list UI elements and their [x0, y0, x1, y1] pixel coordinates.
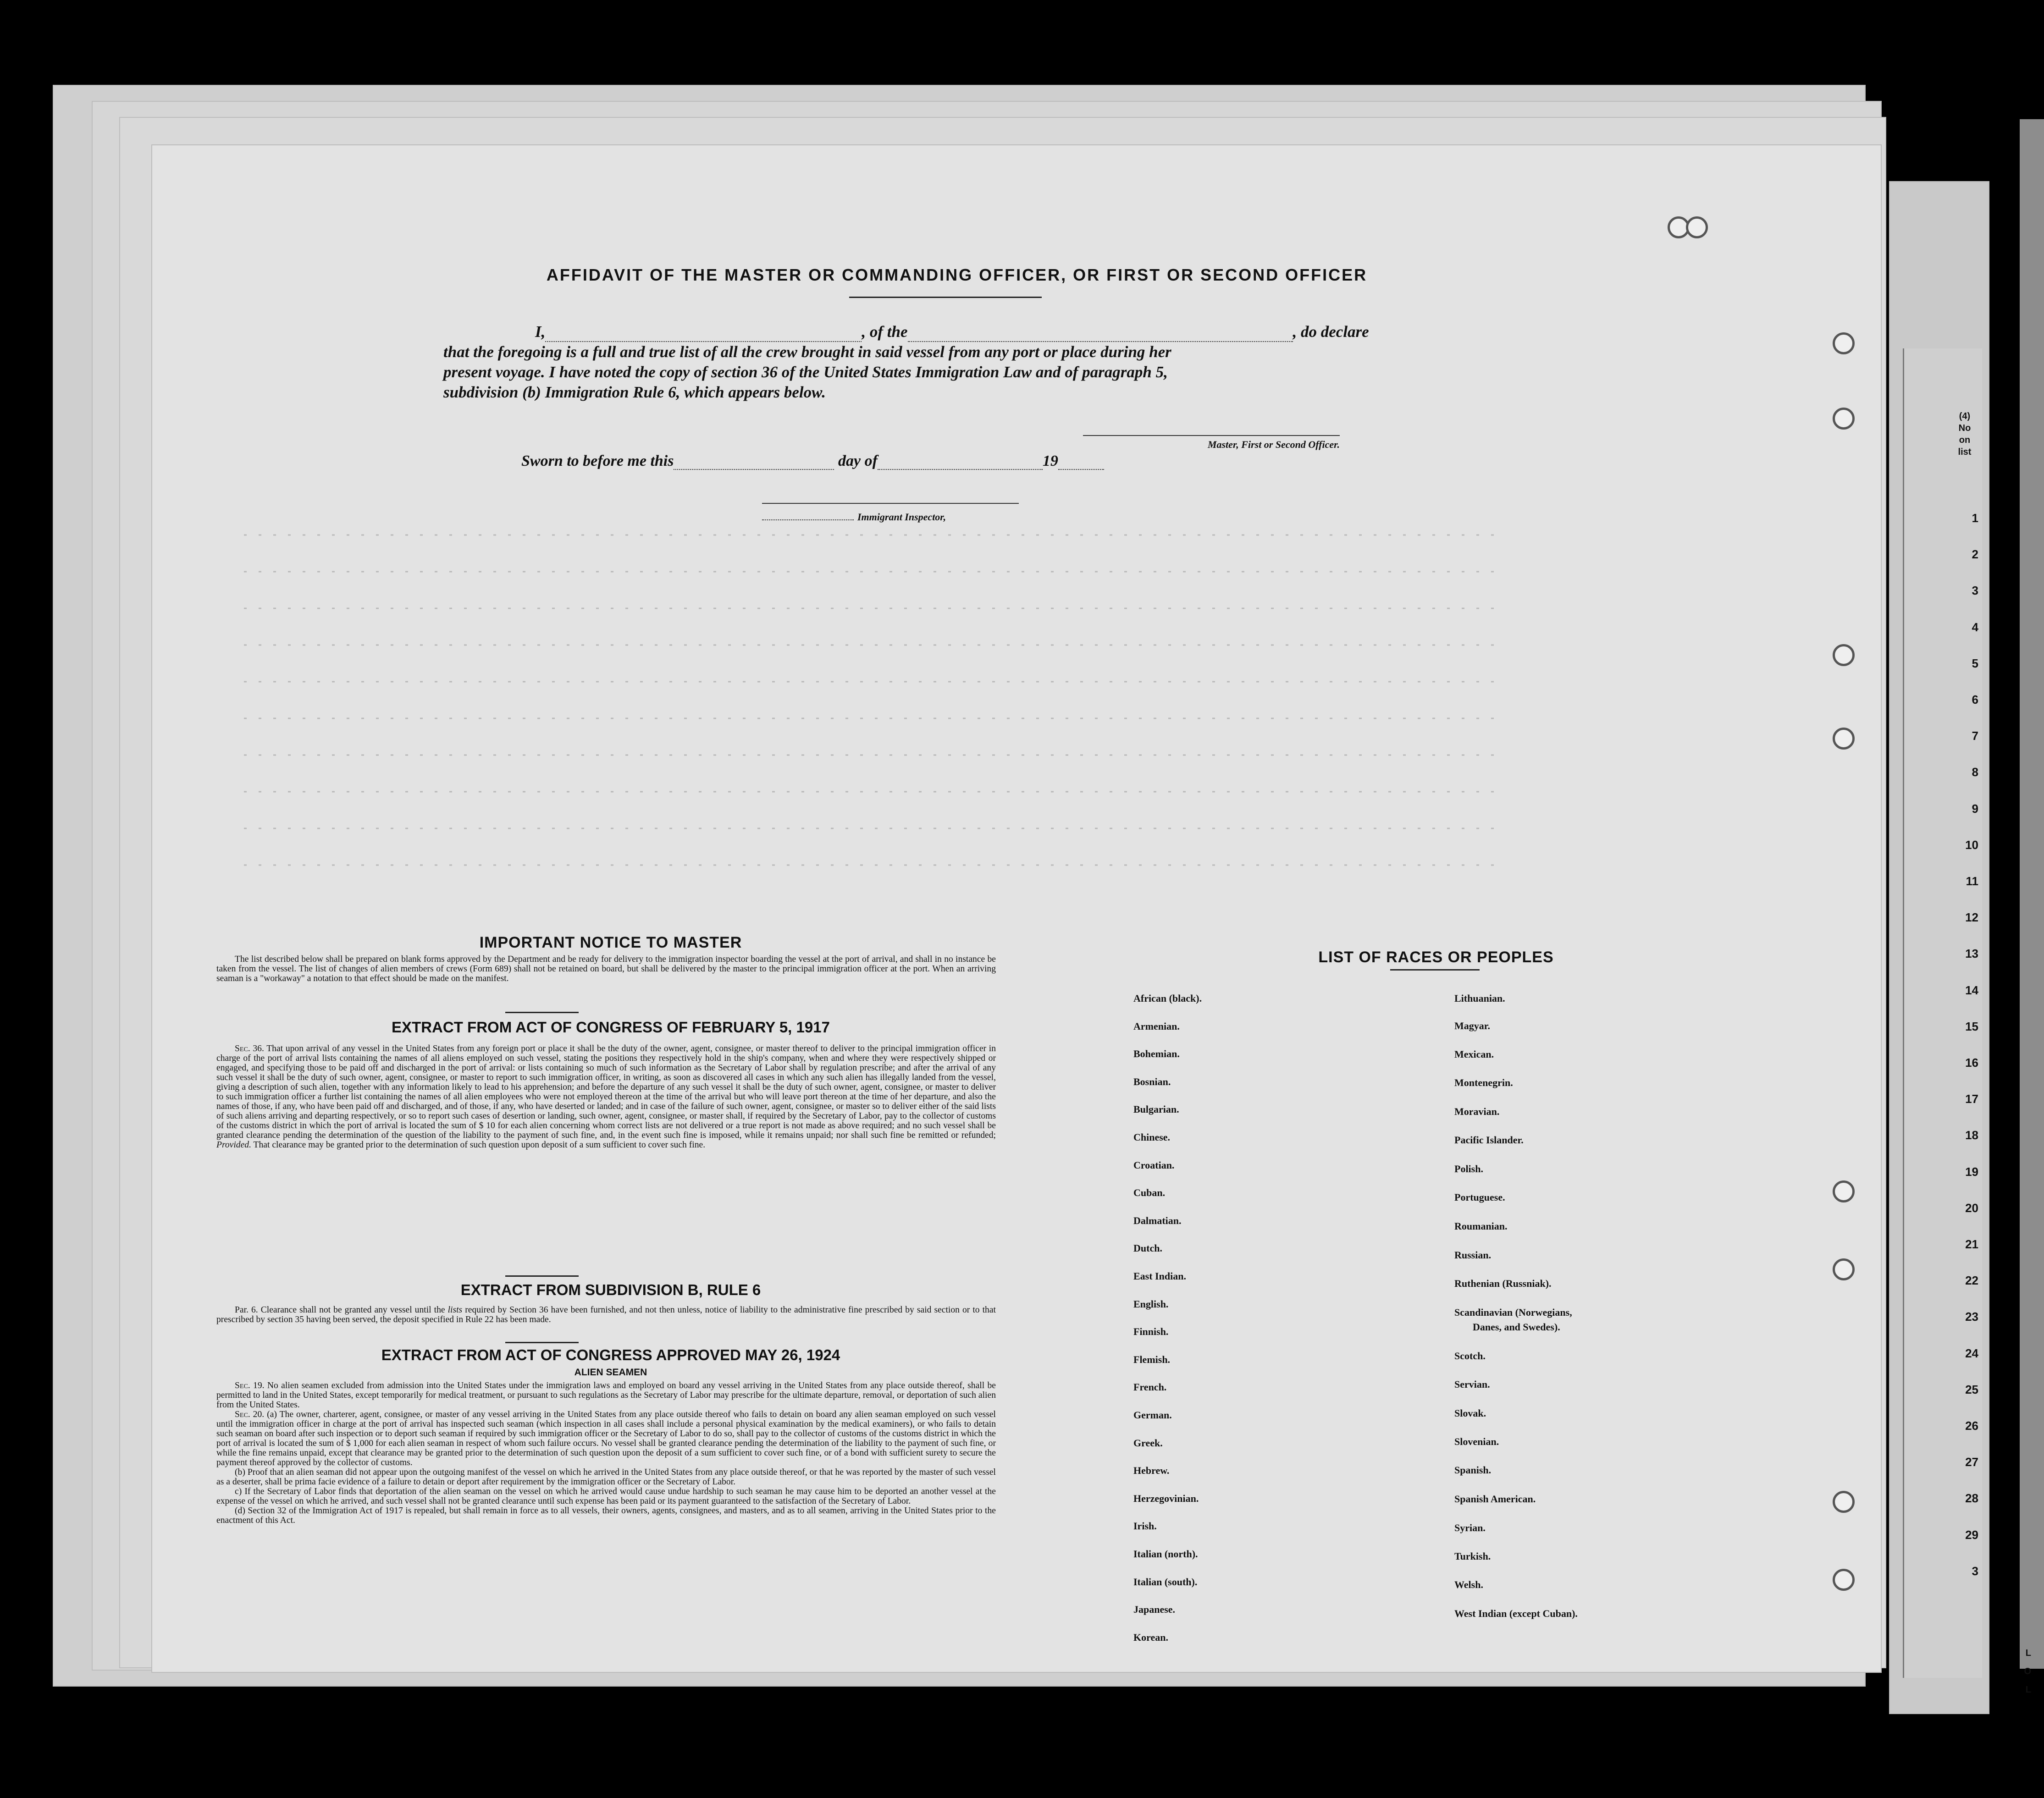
race-item: Magyar. — [1454, 1020, 1491, 1031]
race-item: Japanese. — [1133, 1604, 1176, 1616]
title-underline — [849, 297, 1042, 298]
section-rule — [505, 1275, 579, 1277]
notice-paragraph: The list described below shall be prepared on blank forms approved by the Department and be ready for delivery to the immigration inspector boarding the vessel at the port of arrival, and shall in no instance be taken from the vessel. The list of changes of alien members of crews (Form 689) shall not be retained on board, but shall be delivered by the master to the principal immigration officer at the port. When an arriving seaman is a "workaway" a notation to that effect should be made on the manifest. — [216, 954, 996, 983]
section-20-paragraph — [216, 1410, 996, 1467]
race-item: Cuban. — [1133, 1187, 1166, 1199]
race-item: Scandinavian (Norwegians, — [1454, 1307, 1572, 1318]
year-blank — [1058, 469, 1104, 470]
affidavit-word: I, — [535, 323, 546, 341]
signature-label: Master, First or Second Officer. — [1207, 439, 1340, 450]
sworn-word: Sworn to before me this — [521, 452, 674, 469]
manifest-page — [151, 144, 1882, 1673]
row-number: 6 — [1972, 693, 1978, 706]
row-number: 16 — [1965, 1056, 1978, 1070]
row-number: 29 — [1965, 1528, 1978, 1542]
day-blank — [674, 469, 834, 470]
race-item: Syrian. — [1454, 1522, 1486, 1533]
race-item: Bulgarian. — [1133, 1103, 1179, 1115]
row-number: 5 — [1972, 656, 1978, 670]
sworn-word: day of — [838, 452, 878, 469]
race-item: Danes, and Swedes). — [1473, 1321, 1560, 1333]
section-19-paragraph — [216, 1381, 996, 1410]
section-label: Sec. 36. — [235, 1044, 264, 1053]
row-number: 22 — [1965, 1274, 1978, 1288]
row-number: 13 — [1965, 947, 1978, 961]
par-text: Clearance shall not be granted any vessel until the — [260, 1305, 445, 1315]
binder-hole — [1833, 1491, 1855, 1513]
race-item: Mexican. — [1454, 1048, 1494, 1060]
row-number: 10 — [1965, 838, 1978, 852]
race-item: Welsh. — [1454, 1579, 1483, 1590]
row-number: 9 — [1972, 801, 1978, 816]
extract-1924-title: EXTRACT FROM ACT OF CONGRESS APPROVED MAY 26, 1924 — [381, 1346, 840, 1363]
row-number: 4 — [1972, 620, 1978, 634]
affidavit-title: AFFIDAVIT OF THE MASTER OR COMMANDING OFFICER, OR FIRST OR SECOND OFFICER — [546, 265, 1368, 284]
faint-form-grid — [152, 521, 1528, 934]
race-item: Polish. — [1454, 1163, 1483, 1175]
row-number: 12 — [1965, 910, 1978, 925]
section-20d-paragraph: (d) Section 32 of the Immigration Act of 1917 is repealed, but shall remain in force as to all vessels, their owners, agents, consignees, and masters, and as to all seamen, arriving in the United States prior to the enactment of this Act. — [216, 1506, 996, 1525]
row-number: 2 — [1972, 547, 1978, 562]
race-item: Armenian. — [1133, 1020, 1180, 1032]
extract-1924-text — [216, 1381, 996, 1525]
race-item: Portuguese. — [1454, 1191, 1505, 1203]
race-item: Finnish. — [1133, 1326, 1169, 1338]
race-item: Hebrew. — [1133, 1465, 1170, 1477]
affidavit-word: , do declare — [1293, 323, 1369, 341]
race-item: Turkish. — [1454, 1550, 1491, 1562]
row-number: 19 — [1965, 1164, 1978, 1179]
row-number: 27 — [1965, 1455, 1978, 1469]
race-item: Italian (north). — [1133, 1548, 1198, 1560]
races-title: LIST OF RACES OR PEOPLES — [1318, 949, 1554, 966]
binder-hole — [1833, 1569, 1855, 1591]
race-item: Russian. — [1454, 1249, 1492, 1261]
row-number: 18 — [1965, 1128, 1978, 1142]
signature-line — [1083, 435, 1340, 436]
row-number: 17 — [1965, 1092, 1978, 1106]
race-item: Ruthenian (Russniak). — [1454, 1278, 1552, 1289]
subdivision-title: EXTRACT FROM SUBDIVISION B, RULE 6 — [460, 1281, 761, 1298]
affidavit-line — [443, 322, 1498, 342]
row-number: 11 — [1966, 874, 1978, 888]
provided-word: Provided. — [216, 1140, 251, 1150]
section-text: That clearance may be granted prior to the determination of such question upon deposit of a sum sufficient to cover such fine. — [253, 1140, 706, 1150]
row-number: 8 — [1972, 765, 1978, 779]
row-number: 14 — [1965, 983, 1978, 997]
affidavit-text — [443, 322, 1498, 403]
section-36-paragraph — [216, 1044, 996, 1150]
header-text: (4) — [1959, 411, 1971, 421]
row-number: 25 — [1965, 1382, 1978, 1396]
race-item: German. — [1133, 1409, 1172, 1421]
par-text: required by Section 36 have been furnished, and not then unless, notice of liability to the administrative fine prescribed by said section or to that prescribed by section 35 having been served, the deposit specified in Rule 22 has been made. — [216, 1305, 996, 1324]
race-item: African (black). — [1133, 993, 1202, 1004]
race-item: English. — [1133, 1298, 1169, 1310]
race-item: Italian (south). — [1133, 1576, 1198, 1588]
sworn-statement — [521, 452, 1209, 470]
affidavit-line: subdivision (b) Immigration Rule 6, which appears below. — [443, 383, 826, 401]
race-item: Croatian. — [1133, 1159, 1175, 1171]
column-header-no-on-list — [1949, 410, 1981, 458]
footer-letter: O — [2024, 1666, 2031, 1677]
affidavit-word: , of the — [862, 323, 908, 341]
race-item: Slovak. — [1454, 1407, 1486, 1419]
row-number: 23 — [1965, 1310, 1978, 1324]
race-item: Scotch. — [1454, 1350, 1486, 1362]
row-number: 26 — [1965, 1419, 1978, 1433]
binder-hole — [1833, 1180, 1855, 1202]
section-text: That upon arrival of any vessel in the United States from any foreign port or place it shall be the duty of the owner, agent, consignee, or master thereof to deliver to the principal immigration officer in charge of the port of arrival lists containing the names of all aliens employed on such vessel, stating the positions they respectively hold in the ship's company, when and where they were respectively shipped or engaged, and specifying those to be paid off and discharged in the port of arrival: or lists containing so much of such information as the Secretary of Labor shall by regulation prescribe; and after the arrival of any such vessel it shall be the duty of such owner, agent, consignee, or master to report to such immigration officer, in writing, as soon as discovered all cases in which any such alien has illegally landed from the vessel, giving a description of such alien, together with any information likely to lead to his apprehension; and before the departure of any such vessel it shall be the duty of such owner, agent, consignee, or master to deliver to such immigration officer a further list containing the names of all alien employees who were not employed thereon at the time of the arrival but who will leave port thereon at the time of her departure, and also the names of those, if any, who have been paid off and discharged, and of those, if any, who have deserted or landed; and in case of the failure of such owner, agent, consignee, or master so to deliver either of the said lists of such aliens arriving and departing respectively, or so to report such cases of desertion or landing, such owner, agent, consignee, or master shall, if required by the Secretary of Labor, pay to the collector of customs of the customs district in which the port of arrival is located the sum of $ 10 for each alien concerning whom correct lists are not delivered or a true report is not made as above required; and no such vessel shall be granted clearance pending the determination of the question of the liability to the payment of such fine, and, in the event such fine is imposed, while it remains unpaid; nor shall such fine be remitted or refunded; — [216, 1044, 996, 1140]
row-number: 28 — [1965, 1491, 1978, 1506]
month-blank — [878, 469, 1043, 470]
race-item: Moravian. — [1454, 1106, 1500, 1117]
binder-hole — [1833, 332, 1855, 354]
race-item: Bohemian. — [1133, 1048, 1180, 1060]
row-number: 1 — [1972, 511, 1978, 525]
race-item: Dalmatian. — [1133, 1214, 1182, 1226]
affidavit-line: present voyage. I have noted the copy of section 36 of the United States Immigration Law and of paragraph 5, — [443, 363, 1168, 381]
dotted-blank — [762, 519, 854, 520]
race-item: Servian. — [1454, 1379, 1490, 1390]
section-20b-paragraph: (b) Proof that an alien seaman did not appear upon the outgoing manifest of the vessel on which he arrived in the United States from any place outside thereof, or that he was reported by the master of such vessel as a deserter, shall be prima facie evidence of a failure to detain or deport after requirement by the immigration officer or the Secretary of Labor. — [216, 1467, 996, 1487]
section-rule — [505, 1012, 579, 1013]
row-number: 20 — [1965, 1201, 1978, 1215]
race-item: Irish. — [1133, 1520, 1157, 1532]
inspector-label-text: Immigrant Inspector, — [857, 511, 946, 523]
row-number: 3 — [1972, 1564, 1978, 1578]
race-item: Herzegovinian. — [1133, 1492, 1199, 1504]
binder-hole — [1833, 728, 1855, 750]
race-item: Spanish American. — [1454, 1493, 1536, 1505]
section-label: Sec. 19. — [235, 1381, 265, 1390]
race-item: Greek. — [1133, 1437, 1163, 1449]
race-item: Montenegrin. — [1454, 1077, 1513, 1088]
sworn-word: 19 — [1042, 452, 1058, 469]
race-item: Spanish. — [1454, 1464, 1492, 1476]
binder-hole — [1833, 1258, 1855, 1280]
race-item: Dutch. — [1133, 1242, 1162, 1254]
section-label: Sec. 20. — [235, 1410, 265, 1419]
section-text: No alien seamen excluded from admission into the United States under the immigration laws and employed on board any vessel arriving in the United States from any place outside thereof, shall be permitted to land in the United States, except temporarily for medical treatment, or pursuant to such regulations as the Secretary of Labor may prescribe for the ultimate departure, removal, or deportation of such alien from the United States. — [216, 1381, 996, 1410]
row-number: 24 — [1965, 1346, 1978, 1360]
race-item: East Indian. — [1133, 1270, 1186, 1282]
race-item: Korean. — [1133, 1631, 1168, 1643]
race-item: West Indian (except Cuban). — [1454, 1608, 1578, 1619]
race-item: French. — [1133, 1381, 1167, 1393]
race-item: Bosnian. — [1133, 1075, 1171, 1087]
race-item: Chinese. — [1133, 1131, 1171, 1143]
row-number: 3 — [1972, 584, 1978, 598]
header-text: on — [1959, 435, 1971, 445]
inspector-signature-line — [762, 503, 1019, 504]
header-text: list — [1958, 447, 1972, 457]
far-edge-sheet — [2020, 119, 2044, 1669]
par-label: Par. 6. — [235, 1305, 258, 1315]
race-item: Lithuanian. — [1454, 993, 1505, 1004]
subdivision-text — [216, 1305, 996, 1324]
races-title-underline — [1390, 969, 1480, 971]
row-number: 7 — [1972, 729, 1978, 743]
race-item: Flemish. — [1133, 1353, 1171, 1365]
section-rule — [505, 1342, 579, 1343]
section-20c-paragraph: c) If the Secretary of Labor finds that deportation of the alien seaman on the vessel on which he arrived would cause undue hardship to such seaman he may cause him to be deported an another vessel at the expense of the vessel on which he arrived, and such vessel shall not be granted clearance until such expense has been paid or its payment guaranteed to the satisfaction of the Secretary of Labor. — [216, 1487, 996, 1506]
lists-word: lists — [447, 1305, 463, 1315]
binder-hole — [1833, 644, 1855, 666]
notice-title: IMPORTANT NOTICE TO MASTER — [479, 934, 742, 951]
alien-seamen-subtitle: ALIEN SEAMEN — [574, 1367, 647, 1378]
race-item: Pacific Islander. — [1454, 1134, 1524, 1146]
footer-letter: L — [2025, 1685, 2031, 1695]
notice-text — [216, 954, 996, 983]
section-text: (a) The owner, charterer, agent, consignee, or master of any vessel arriving in the United States from any place outside thereof who fails to detain on board any alien seaman employed on such vessel until the immigration officer in charge at the port of arrival has inspected such seaman (which inspection in all cases shall include a personal physical examination by the medical examiners), or who fails to detain such seaman on board after such inspection or to deport such seaman if required by such immigration officer or the Secretary of Labor to do so, shall pay to the collector of customs of the customs district in which the port of arrival is located the sum of $ 1,000 for each alien seaman in respect of whom such failure occurs. No vessel shall be granted clearance pending the determination of the liability to the payment of such fine, or while the fine remains unpaid, except that clearance may be granted prior to the determination of such question upon the deposit of a sum sufficient to cover such fine, or of a bond with sufficient surety to secure the payment thereof approved by the collector of customs. — [216, 1410, 996, 1467]
binder-hole — [1833, 408, 1855, 430]
extract-1917-text — [216, 1044, 996, 1150]
race-item: Slovenian. — [1454, 1436, 1499, 1447]
extract-1917-title: EXTRACT FROM ACT OF CONGRESS OF FEBRUARY 5, 1917 — [392, 1019, 830, 1036]
affidavit-line: that the foregoing is a full and true list of all the crew brought in said vessel from any port or place during her — [443, 343, 1171, 361]
footer-letter: L — [2025, 1648, 2031, 1658]
par-6-paragraph — [216, 1305, 996, 1324]
race-item: Roumanian. — [1454, 1220, 1508, 1232]
header-text: No — [1958, 423, 1971, 433]
row-number: 15 — [1965, 1019, 1978, 1033]
binder-hole — [1686, 216, 1708, 238]
row-number: 21 — [1965, 1237, 1978, 1251]
